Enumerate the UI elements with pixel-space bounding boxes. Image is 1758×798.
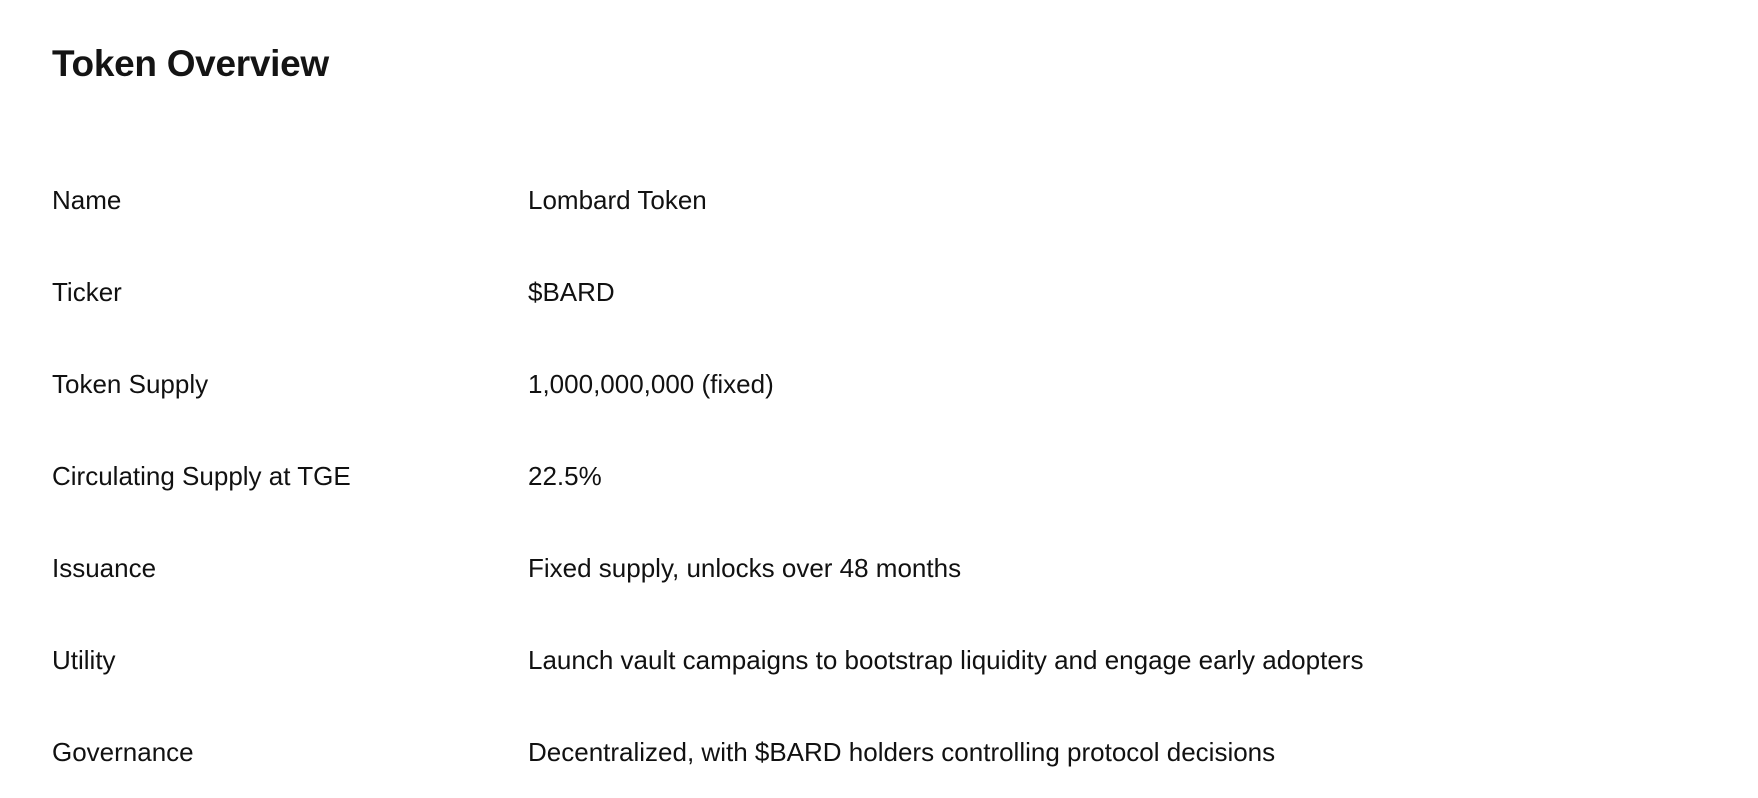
row-label: Name xyxy=(52,185,122,215)
row-value: Launch vault campaigns to bootstrap liquidity and engage early adopters xyxy=(528,645,1364,675)
overview-row-token-supply xyxy=(52,338,1702,430)
row-value: Decentralized, with $BARD holders controlling protocol decisions xyxy=(528,737,1276,767)
overview-row-issuance xyxy=(52,522,1702,614)
overview-row-circulating-supply xyxy=(52,430,1702,522)
row-value: 1,000,000,000 (fixed) xyxy=(528,369,774,399)
row-label: Governance xyxy=(52,737,194,767)
row-value: Fixed supply, unlocks over 48 months xyxy=(528,553,962,583)
row-value: Lombard Token xyxy=(528,185,707,215)
row-label: Token Supply xyxy=(52,369,209,399)
page-title: Token Overview xyxy=(52,43,329,84)
overview-row-name xyxy=(52,154,1702,246)
row-label: Circulating Supply at TGE xyxy=(52,461,351,491)
row-label: Utility xyxy=(52,645,116,675)
row-label: Issuance xyxy=(52,553,157,583)
overview-table xyxy=(52,154,1702,798)
overview-row-governance xyxy=(52,706,1702,798)
overview-row-ticker xyxy=(52,246,1702,338)
row-value: $BARD xyxy=(528,277,615,307)
row-label: Ticker xyxy=(52,277,122,307)
row-value: 22.5% xyxy=(528,461,602,491)
overview-row-utility xyxy=(52,614,1702,706)
